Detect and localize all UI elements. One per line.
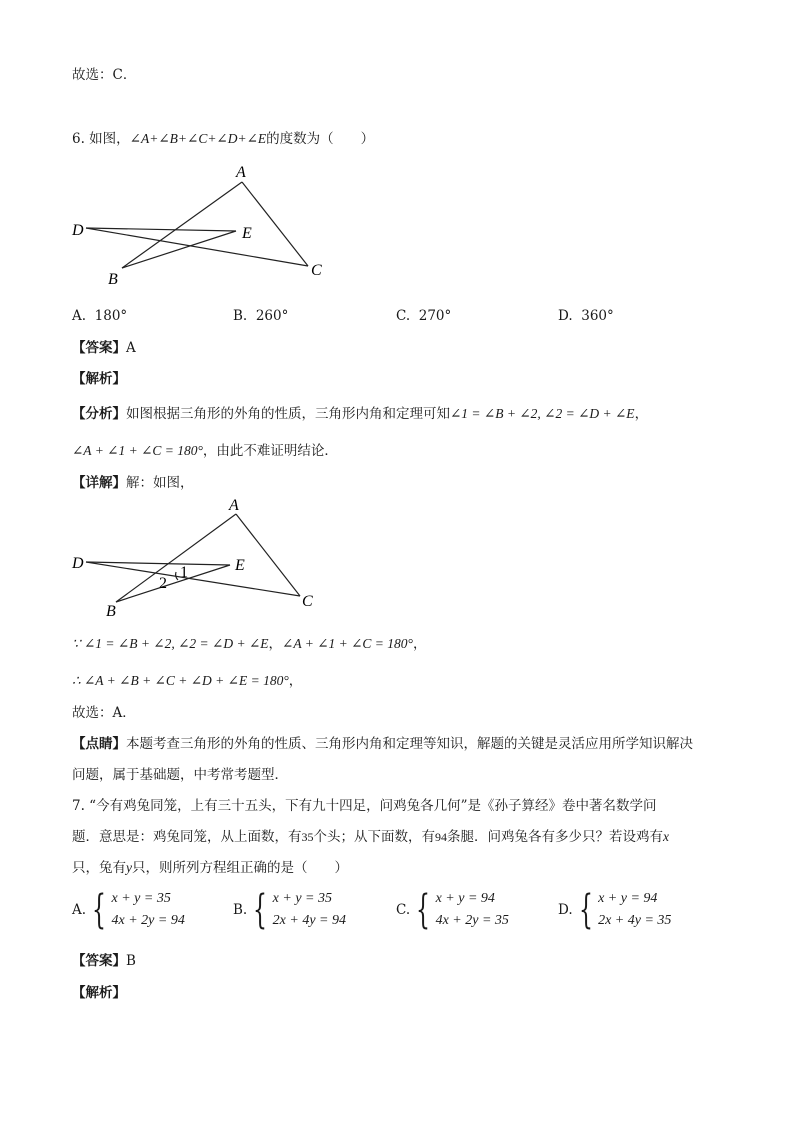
q6-fenxi-line2: ∠A + ∠1 + ∠C = 180°，由此不难证明结论． — [72, 443, 338, 459]
q6-dianjing-line1: 【点睛】本题考查三角形的外角的性质、三角形内角和定理等知识，解题的关键是灵活应用所学知识解决 — [72, 736, 693, 752]
q6-stem-suffix: 的度数为（ ） — [266, 131, 375, 147]
label-angle-2: 2 — [159, 575, 167, 592]
segment-ab — [122, 182, 242, 268]
q7-option-a: A. { x + y = 35 4x + 2y = 94 — [72, 887, 185, 933]
q7-option-b: B. { x + y = 35 2x + 4y = 94 — [233, 887, 346, 933]
q6-stem — [72, 130, 374, 148]
q6-because: ∵ ∠1 = ∠B + ∠2, ∠2 = ∠D + ∠E，∠A + ∠1 + ∠C = 180°， — [72, 636, 427, 652]
q7-line1: 7. “今有鸡兔同笼，上有三十五头，下有九十四足，问鸡兔各几何”是《孙子算经》卷中著名数学问 — [72, 798, 657, 814]
label-a: A — [236, 164, 246, 181]
q6-fenxi-line1: 【分析】如图根据三角形的外角的性质，三角形内角和定理可知∠1 = ∠B + ∠2, ∠2 = ∠D + ∠E， — [72, 406, 649, 422]
q6-option-d: D. 360° — [558, 308, 614, 324]
q6-stem-math: ∠A+∠B+∠C+∠D+∠E — [129, 131, 267, 146]
prev-answer-line: 故选：C． — [72, 67, 137, 83]
q6-therefore: ∴ ∠A + ∠B + ∠C + ∠D + ∠E = 180°， — [72, 673, 303, 689]
label-c: C — [311, 262, 322, 279]
q6-figure-annotated — [66, 494, 346, 624]
label-d: D — [72, 222, 84, 239]
label-b: B — [108, 271, 118, 288]
q7-option-c: C. { x + y = 94 4x + 2y = 35 — [396, 887, 509, 933]
segment-ac — [242, 182, 308, 266]
q6-answer: 【答案】A — [72, 340, 136, 356]
q6-dianjing-line2: 问题，属于基础题，中考常考题型． — [72, 767, 288, 783]
q6-jiexi-tag: 【解析】 — [72, 371, 126, 387]
label-c-2: C — [302, 593, 313, 610]
q7-jiexi-tag: 【解析】 — [72, 985, 126, 1001]
q6-xiangjie: 【详解】解：如图， — [72, 475, 194, 491]
q6-option-a: A. 180° — [72, 308, 128, 324]
label-d-2: D — [72, 555, 84, 572]
segment-dc — [86, 228, 308, 266]
q6-option-b: B. 260° — [233, 308, 289, 324]
label-b-2: B — [106, 603, 116, 620]
q6-option-c: C. 270° — [396, 308, 452, 324]
q6-stem-prefix: 6. 如图， — [72, 131, 130, 147]
label-angle-1: 1 — [180, 564, 188, 581]
label-a-2: A — [229, 497, 239, 514]
q7-answer: 【答案】B — [72, 953, 136, 969]
q7-line2: 题．意思是：鸡兔同笼，从上面数，有35个头；从下面数，有94条腿．问鸡兔各有多少只？若设鸡有x — [72, 829, 669, 845]
segment-de — [86, 228, 236, 231]
label-e-2: E — [235, 557, 245, 574]
q7-option-d: D. { x + y = 94 2x + 4y = 35 — [558, 887, 672, 933]
q7-line3: 只，兔有y只，则所列方程组正确的是（ ） — [72, 860, 348, 876]
q6-select: 故选：A． — [72, 705, 136, 721]
label-e: E — [242, 225, 252, 242]
q6-figure — [66, 160, 346, 290]
